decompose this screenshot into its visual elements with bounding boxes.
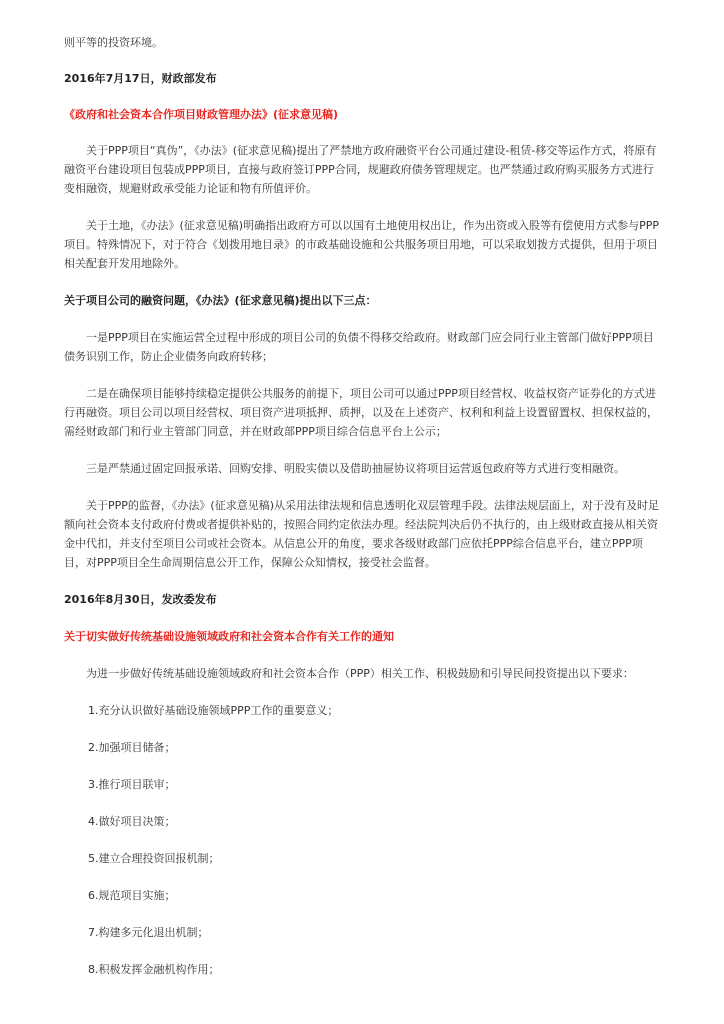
- financing-point: 二是在确保项目能够持续稳定提供公共服务的前提下，项目公司可以通过PPP项目经营权、收益权资产证券化的方式进行再融资。项目公司以项目经营权、项目资产进项抵押、质押，以及在上述资产、权利和利益上设置留置权、担保权益的，需经财政部门和行业主管部门同意，并在财政部PPP项目综合信息平台上公示；: [64, 387, 658, 438]
- list-item: 7.构建多元化退出机制；: [88, 926, 209, 939]
- list-item: 8.积极发挥金融机构作用；: [88, 963, 220, 976]
- section2-doc-title: 关于切实做好传统基础设施领域政府和社会资本合作有关工作的通知: [64, 630, 394, 643]
- list-item: 2.加强项目储备；: [88, 741, 176, 754]
- section1-doc-title: 《政府和社会资本合作项目财政管理办法》(征求意见稿): [64, 108, 339, 121]
- section1-date-heading: 2016年7月17日，财政部发布: [64, 72, 217, 85]
- intro-tail-text: 则平等的投资环境。: [64, 36, 163, 49]
- section1-paragraph: 关于PPP项目“真伪”，《办法》(征求意见稿)提出了严禁地方政府融资平台公司通过建设-租赁-移交等运作方式，将原有融资平台建设项目包装成PPP项目，直接与政府签订PPP合同，规避政府债务管理规定。也严禁通过政府购买服务方式进行变相融资，规避财政承受能力论证和物有所值评价。: [64, 144, 657, 195]
- list-item: 6.规范项目实施；: [88, 889, 176, 902]
- financing-point: 三是严禁通过固定回报承诺、回购安排、明股实债以及借助抽屉协议将项目运营返包政府等方式进行变相融资。: [86, 462, 625, 475]
- section2-lead: 为进一步做好传统基础设施领域政府和社会资本合作（PPP）相关工作、积极鼓励和引导民间投资提出以下要求：: [86, 667, 634, 680]
- list-item: 3.推行项目联审；: [88, 778, 176, 791]
- supervision-paragraph: 关于PPP的监督，《办法》(征求意见稿)从采用法律法规和信息透明化双层管理手段。法律法规层面上，对于没有及时足额向社会资本支付政府付费或者提供补贴的，按照合同约定依法办理。经法院判决后仍不执行的，由上级财政直接从相关资金中代扣，并支付至项目公司或社会资本。从信息公开的角度，要求各级财政部门应依托PPP综合信息平台，建立PPP项目，对PPP项目全生命周期信息公开工作，保障公众知情权，接受社会监督。: [64, 499, 659, 569]
- article-body: [64, 33, 662, 979]
- section1-paragraph: 关于土地，《办法》(征求意见稿)明确指出政府方可以以国有土地使用权出让，作为出资或入股等有偿使用方式参与PPP项目。特殊情况下，对于符合《划拨用地目录》的市政基础设施和公共服务项目用地，可以采取划拨方式提供，但用于项目相关配套开发用地除外。: [64, 219, 659, 270]
- list-item: 5.建立合理投资回报机制；: [88, 852, 220, 865]
- section2-date-heading: 2016年8月30日，发改委发布: [64, 593, 217, 606]
- financing-subheading: 关于项目公司的融资问题，《办法》(征求意见稿)提出以下三点：: [64, 294, 377, 307]
- list-item: 1.充分认识做好基础设施领域PPP工作的重要意义；: [88, 704, 339, 717]
- financing-point: 一是PPP项目在实施运营全过程中形成的项目公司的负债不得移交给政府。财政部门应会同行业主管部门做好PPP项目债务识别工作，防止企业债务向政府转移；: [64, 331, 654, 363]
- list-item: 4.做好项目决策；: [88, 815, 176, 828]
